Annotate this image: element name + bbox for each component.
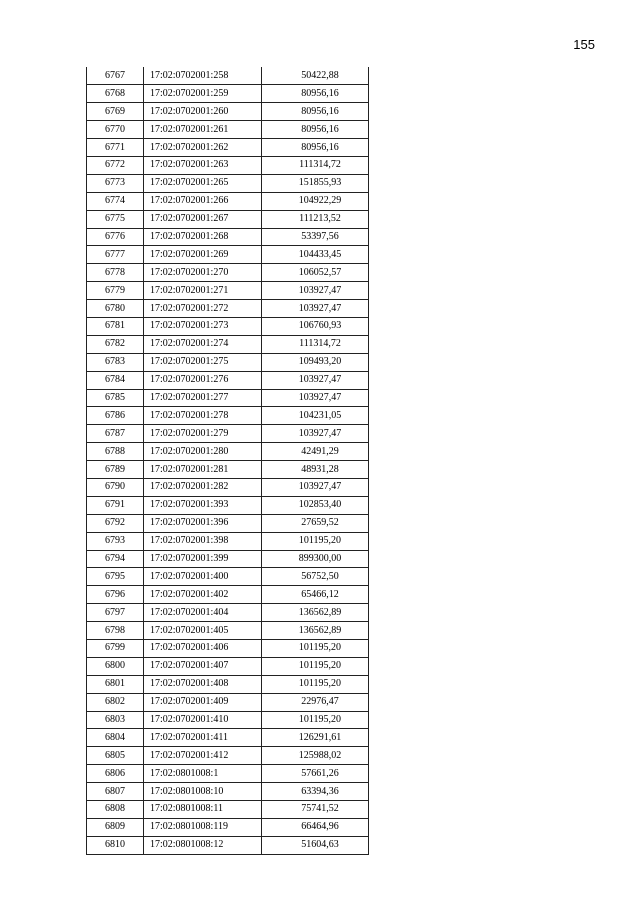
row-number-cell: 6793 bbox=[87, 532, 144, 550]
row-number-cell: 6797 bbox=[87, 604, 144, 622]
table-row bbox=[87, 604, 369, 622]
cadastral-value-cell: 111213,52 bbox=[262, 210, 369, 228]
cadastral-number-cell: 17:02:0702001:263 bbox=[144, 156, 262, 174]
table-row bbox=[87, 335, 369, 353]
row-number-cell: 6770 bbox=[87, 121, 144, 139]
table-row bbox=[87, 801, 369, 819]
row-number-cell: 6803 bbox=[87, 711, 144, 729]
row-number-cell: 6796 bbox=[87, 586, 144, 604]
row-number-cell: 6783 bbox=[87, 353, 144, 371]
cadastral-value-cell: 103927,47 bbox=[262, 425, 369, 443]
cadastral-number-cell: 17:02:0702001:410 bbox=[144, 711, 262, 729]
row-number-cell: 6769 bbox=[87, 103, 144, 121]
table-row bbox=[87, 174, 369, 192]
table-row bbox=[87, 103, 369, 121]
table-row bbox=[87, 711, 369, 729]
table-row bbox=[87, 246, 369, 264]
cadastral-value-cell: 42491,29 bbox=[262, 443, 369, 461]
row-number-cell: 6775 bbox=[87, 210, 144, 228]
cadastral-number-cell: 17:02:0702001:398 bbox=[144, 532, 262, 550]
row-number-cell: 6790 bbox=[87, 478, 144, 496]
cadastral-number-cell: 17:02:0702001:406 bbox=[144, 640, 262, 658]
table-row bbox=[87, 192, 369, 210]
table-row bbox=[87, 568, 369, 586]
row-number-cell: 6777 bbox=[87, 246, 144, 264]
cadastral-value-cell: 136562,89 bbox=[262, 622, 369, 640]
cadastral-number-cell: 17:02:0702001:400 bbox=[144, 568, 262, 586]
table-row bbox=[87, 139, 369, 157]
table-row bbox=[87, 425, 369, 443]
row-number-cell: 6804 bbox=[87, 729, 144, 747]
cadastral-number-cell: 17:02:0702001:408 bbox=[144, 675, 262, 693]
cadastral-value-cell: 111314,72 bbox=[262, 156, 369, 174]
cadastral-value-cell: 80956,16 bbox=[262, 103, 369, 121]
table-row bbox=[87, 765, 369, 783]
table-row bbox=[87, 783, 369, 801]
row-number-cell: 6782 bbox=[87, 335, 144, 353]
cadastral-value-cell: 101195,20 bbox=[262, 532, 369, 550]
cadastral-number-cell: 17:02:0702001:275 bbox=[144, 353, 262, 371]
row-number-cell: 6779 bbox=[87, 282, 144, 300]
cadastral-value-cell: 80956,16 bbox=[262, 85, 369, 103]
row-number-cell: 6787 bbox=[87, 425, 144, 443]
cadastral-number-cell: 17:02:0702001:258 bbox=[144, 67, 262, 85]
table-row bbox=[87, 478, 369, 496]
cadastral-value-cell: 899300,00 bbox=[262, 550, 369, 568]
row-number-cell: 6781 bbox=[87, 317, 144, 335]
table-row bbox=[87, 693, 369, 711]
row-number-cell: 6801 bbox=[87, 675, 144, 693]
row-number-cell: 6784 bbox=[87, 371, 144, 389]
cadastral-value-cell: 80956,16 bbox=[262, 121, 369, 139]
cadastral-value-cell: 103927,47 bbox=[262, 300, 369, 318]
row-number-cell: 6778 bbox=[87, 264, 144, 282]
table-row bbox=[87, 228, 369, 246]
page-number: 155 bbox=[573, 37, 595, 52]
cadastral-number-cell: 17:02:0702001:266 bbox=[144, 192, 262, 210]
row-number-cell: 6806 bbox=[87, 765, 144, 783]
cadastral-number-cell: 17:02:0702001:259 bbox=[144, 85, 262, 103]
cadastral-value-cell: 63394,36 bbox=[262, 783, 369, 801]
table-row bbox=[87, 818, 369, 836]
table-row bbox=[87, 300, 369, 318]
cadastral-value-cell: 57661,26 bbox=[262, 765, 369, 783]
table-row bbox=[87, 461, 369, 479]
table-row bbox=[87, 729, 369, 747]
row-number-cell: 6810 bbox=[87, 836, 144, 854]
cadastral-number-cell: 17:02:0801008:1 bbox=[144, 765, 262, 783]
cadastral-number-cell: 17:02:0702001:404 bbox=[144, 604, 262, 622]
row-number-cell: 6771 bbox=[87, 139, 144, 157]
row-number-cell: 6805 bbox=[87, 747, 144, 765]
table-row bbox=[87, 622, 369, 640]
table-row bbox=[87, 121, 369, 139]
cadastral-value-cell: 109493,20 bbox=[262, 353, 369, 371]
cadastral-value-cell: 80956,16 bbox=[262, 139, 369, 157]
table-row bbox=[87, 85, 369, 103]
cadastral-value-cell: 66464,96 bbox=[262, 818, 369, 836]
cadastral-number-cell: 17:02:0702001:260 bbox=[144, 103, 262, 121]
cadastral-value-cell: 151855,93 bbox=[262, 174, 369, 192]
cadastral-value-table bbox=[86, 67, 369, 855]
table-row bbox=[87, 550, 369, 568]
cadastral-number-cell: 17:02:0702001:273 bbox=[144, 317, 262, 335]
cadastral-number-cell: 17:02:0702001:268 bbox=[144, 228, 262, 246]
cadastral-value-cell: 56752,50 bbox=[262, 568, 369, 586]
row-number-cell: 6776 bbox=[87, 228, 144, 246]
cadastral-value-cell: 102853,40 bbox=[262, 496, 369, 514]
table-row bbox=[87, 675, 369, 693]
cadastral-value-cell: 111314,72 bbox=[262, 335, 369, 353]
table-row bbox=[87, 747, 369, 765]
cadastral-value-cell: 101195,20 bbox=[262, 675, 369, 693]
cadastral-value-cell: 101195,20 bbox=[262, 711, 369, 729]
row-number-cell: 6799 bbox=[87, 640, 144, 658]
table-row bbox=[87, 836, 369, 854]
cadastral-number-cell: 17:02:0702001:396 bbox=[144, 514, 262, 532]
cadastral-number-cell: 17:02:0801008:12 bbox=[144, 836, 262, 854]
cadastral-number-cell: 17:02:0702001:402 bbox=[144, 586, 262, 604]
cadastral-number-cell: 17:02:0702001:393 bbox=[144, 496, 262, 514]
cadastral-number-cell: 17:02:0702001:276 bbox=[144, 371, 262, 389]
row-number-cell: 6780 bbox=[87, 300, 144, 318]
row-number-cell: 6802 bbox=[87, 693, 144, 711]
cadastral-number-cell: 17:02:0702001:411 bbox=[144, 729, 262, 747]
table-row bbox=[87, 532, 369, 550]
cadastral-number-cell: 17:02:0702001:281 bbox=[144, 461, 262, 479]
table-row bbox=[87, 657, 369, 675]
table-row bbox=[87, 496, 369, 514]
cadastral-number-cell: 17:02:0702001:277 bbox=[144, 389, 262, 407]
table-row bbox=[87, 514, 369, 532]
cadastral-number-cell: 17:02:0702001:278 bbox=[144, 407, 262, 425]
row-number-cell: 6774 bbox=[87, 192, 144, 210]
cadastral-value-cell: 106760,93 bbox=[262, 317, 369, 335]
cadastral-number-cell: 17:02:0702001:279 bbox=[144, 425, 262, 443]
cadastral-number-cell: 17:02:0702001:265 bbox=[144, 174, 262, 192]
row-number-cell: 6808 bbox=[87, 801, 144, 819]
row-number-cell: 6772 bbox=[87, 156, 144, 174]
cadastral-number-cell: 17:02:0702001:267 bbox=[144, 210, 262, 228]
cadastral-value-cell: 53397,56 bbox=[262, 228, 369, 246]
cadastral-number-cell: 17:02:0702001:270 bbox=[144, 264, 262, 282]
cadastral-number-cell: 17:02:0702001:274 bbox=[144, 335, 262, 353]
row-number-cell: 6791 bbox=[87, 496, 144, 514]
cadastral-value-cell: 22976,47 bbox=[262, 693, 369, 711]
cadastral-number-cell: 17:02:0801008:11 bbox=[144, 801, 262, 819]
table-row bbox=[87, 282, 369, 300]
cadastral-value-cell: 103927,47 bbox=[262, 371, 369, 389]
cadastral-number-cell: 17:02:0702001:412 bbox=[144, 747, 262, 765]
row-number-cell: 6792 bbox=[87, 514, 144, 532]
cadastral-value-cell: 65466,12 bbox=[262, 586, 369, 604]
cadastral-value-cell: 48931,28 bbox=[262, 461, 369, 479]
cadastral-number-cell: 17:02:0702001:261 bbox=[144, 121, 262, 139]
row-number-cell: 6809 bbox=[87, 818, 144, 836]
cadastral-number-cell: 17:02:0702001:405 bbox=[144, 622, 262, 640]
cadastral-number-cell: 17:02:0702001:269 bbox=[144, 246, 262, 264]
table-row bbox=[87, 640, 369, 658]
cadastral-number-cell: 17:02:0801008:119 bbox=[144, 818, 262, 836]
cadastral-value-cell: 101195,20 bbox=[262, 640, 369, 658]
cadastral-number-cell: 17:02:0702001:271 bbox=[144, 282, 262, 300]
cadastral-number-cell: 17:02:0702001:399 bbox=[144, 550, 262, 568]
cadastral-value-cell: 136562,89 bbox=[262, 604, 369, 622]
row-number-cell: 6785 bbox=[87, 389, 144, 407]
table-row bbox=[87, 371, 369, 389]
table-row bbox=[87, 67, 369, 85]
cadastral-value-cell: 75741,52 bbox=[262, 801, 369, 819]
cadastral-value-cell: 104231,05 bbox=[262, 407, 369, 425]
row-number-cell: 6794 bbox=[87, 550, 144, 568]
cadastral-number-cell: 17:02:0702001:282 bbox=[144, 478, 262, 496]
row-number-cell: 6767 bbox=[87, 67, 144, 85]
table-row bbox=[87, 443, 369, 461]
row-number-cell: 6795 bbox=[87, 568, 144, 586]
row-number-cell: 6788 bbox=[87, 443, 144, 461]
table-row bbox=[87, 353, 369, 371]
table-row bbox=[87, 389, 369, 407]
row-number-cell: 6773 bbox=[87, 174, 144, 192]
table-row bbox=[87, 156, 369, 174]
cadastral-value-cell: 50422,88 bbox=[262, 67, 369, 85]
cadastral-value-cell: 104922,29 bbox=[262, 192, 369, 210]
row-number-cell: 6798 bbox=[87, 622, 144, 640]
table-row bbox=[87, 407, 369, 425]
table-body bbox=[87, 67, 369, 854]
cadastral-value-cell: 103927,47 bbox=[262, 282, 369, 300]
table-row bbox=[87, 586, 369, 604]
cadastral-value-cell: 104433,45 bbox=[262, 246, 369, 264]
cadastral-value-cell: 106052,57 bbox=[262, 264, 369, 282]
cadastral-number-cell: 17:02:0801008:10 bbox=[144, 783, 262, 801]
cadastral-value-cell: 103927,47 bbox=[262, 478, 369, 496]
cadastral-number-cell: 17:02:0702001:280 bbox=[144, 443, 262, 461]
row-number-cell: 6786 bbox=[87, 407, 144, 425]
cadastral-value-cell: 51604,63 bbox=[262, 836, 369, 854]
cadastral-value-cell: 125988,02 bbox=[262, 747, 369, 765]
cadastral-value-cell: 101195,20 bbox=[262, 657, 369, 675]
cadastral-value-cell: 103927,47 bbox=[262, 389, 369, 407]
cadastral-number-cell: 17:02:0702001:409 bbox=[144, 693, 262, 711]
row-number-cell: 6789 bbox=[87, 461, 144, 479]
table-row bbox=[87, 264, 369, 282]
cadastral-value-cell: 27659,52 bbox=[262, 514, 369, 532]
cadastral-number-cell: 17:02:0702001:407 bbox=[144, 657, 262, 675]
row-number-cell: 6807 bbox=[87, 783, 144, 801]
row-number-cell: 6800 bbox=[87, 657, 144, 675]
table-row bbox=[87, 317, 369, 335]
cadastral-number-cell: 17:02:0702001:272 bbox=[144, 300, 262, 318]
cadastral-value-cell: 126291,61 bbox=[262, 729, 369, 747]
row-number-cell: 6768 bbox=[87, 85, 144, 103]
cadastral-number-cell: 17:02:0702001:262 bbox=[144, 139, 262, 157]
table-row bbox=[87, 210, 369, 228]
